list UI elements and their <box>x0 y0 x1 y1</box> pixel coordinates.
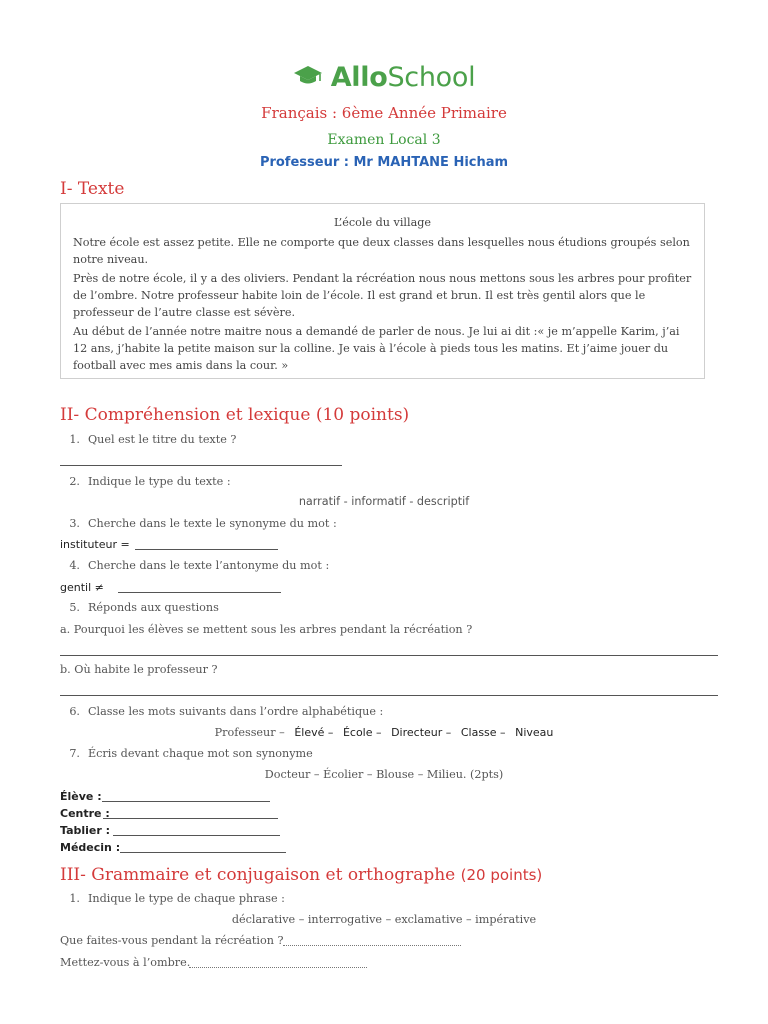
question-text: Cherche dans le texte le synonyme du mot : <box>88 517 337 530</box>
reading-text-box <box>60 203 705 379</box>
synonym-row-label: Élève : <box>60 790 102 803</box>
question-number: 2. <box>69 475 80 488</box>
brand-name <box>331 62 476 93</box>
alloschool-logo <box>0 62 768 93</box>
synonym-answer-line[interactable] <box>135 549 278 550</box>
question-1 <box>62 433 236 446</box>
question-text: Quel est le titre du texte ? <box>88 433 237 446</box>
word-item: Professeur – <box>214 726 285 739</box>
sentence-2: Mettez-vous à l’ombre. <box>60 956 191 969</box>
antonym-answer-line[interactable] <box>118 592 281 593</box>
exam-title: Examen Local 3 <box>327 132 441 148</box>
question-number: 1. <box>69 433 80 446</box>
question-number: 1. <box>69 892 80 905</box>
question-text: Écris devant chaque mot son synonyme <box>88 747 313 760</box>
question-6 <box>62 705 383 718</box>
answer-line[interactable] <box>60 465 342 466</box>
question-number: 3. <box>69 517 80 530</box>
word-item: Niveau <box>515 726 554 739</box>
sentence-2-answer-line[interactable] <box>189 967 367 968</box>
question-5 <box>62 601 219 614</box>
synonym-row-line[interactable] <box>120 852 286 853</box>
section-1-title: I- Texte <box>60 179 125 199</box>
question-number: 5. <box>69 601 80 614</box>
teacher-line: Professeur : Mr MAHTANE Hicham <box>259 155 509 170</box>
sentence-type-options: déclarative – interrogative – exclamative – impérative <box>231 913 537 926</box>
question-5b: b. Où habite le professeur ? <box>60 663 218 676</box>
question-4 <box>62 559 329 572</box>
synonym-row-line[interactable] <box>102 801 270 802</box>
synonym-label: instituteur = <box>60 538 130 551</box>
words-to-sort <box>0 726 768 739</box>
word-item: Élevé – <box>294 726 334 739</box>
synonym-row-label: Médecin : <box>60 841 121 854</box>
answer-line-5b[interactable] <box>60 695 718 696</box>
question-number: 7. <box>69 747 80 760</box>
text-type-options: narratif - informatif - descriptif <box>298 495 470 508</box>
question-7 <box>62 747 313 760</box>
synonym-row-label: Centre : <box>60 807 110 820</box>
question-2 <box>62 475 231 488</box>
synonym-row-line[interactable] <box>113 835 280 836</box>
synonym-row-label: Tablier : <box>60 824 111 837</box>
synonym-options: Docteur – Écolier – Blouse – Milieu. (2pts) <box>264 768 504 781</box>
question-text: Indique le type de chaque phrase : <box>88 892 285 905</box>
reading-paragraph: Notre école est assez petite. Elle ne comporte que deux classes dans lesquelles nous étudions groupés selon notre niveau. <box>73 236 690 266</box>
reading-paragraph: Près de notre école, il y a des oliviers. Pendant la récréation nous nous mettons sous les arbres pour profiter de l’ombre. Notre professeur habite loin de l’école. Il est grand et brun. Il est très gentil alors que le professeur de l’autre classe est sévère. <box>73 272 692 319</box>
word-item: Directeur – <box>391 726 452 739</box>
sentence-1: Que faites-vous pendant la récréation ? <box>60 934 284 947</box>
question-5a: a. Pourquoi les élèves se mettent sous les arbres pendant la récréation ? <box>60 623 473 636</box>
subject-title: Français : 6ème Année Primaire <box>261 104 507 122</box>
sentence-1-answer-line[interactable] <box>283 945 461 946</box>
section-2-title: II- Compréhension et lexique (10 points) <box>60 405 410 425</box>
word-item: École – <box>342 726 382 739</box>
brand-name-rest: School <box>387 62 476 93</box>
antonym-label: gentil ≠ <box>60 581 104 594</box>
question-text: Cherche dans le texte l’antonyme du mot : <box>88 559 330 572</box>
question-3 <box>62 517 337 530</box>
section-3-title-text: III- Grammaire et conjugaison et orthographe <box>60 865 456 885</box>
question-number: 4. <box>69 559 80 572</box>
reading-text-title: L’école du village <box>333 216 432 229</box>
question-text: Indique le type du texte : <box>88 475 231 488</box>
question-number: 6. <box>69 705 80 718</box>
synonym-row-line[interactable] <box>103 818 278 819</box>
answer-line-5a[interactable] <box>60 655 718 656</box>
section-3-points: (20 points) <box>460 866 543 884</box>
reading-paragraph: Au début de l’année notre maitre nous a demandé de parler de nous. Je lui ai dit :« je m’appelle Karim, j’ai 12 ans, j’habite la petite maison sur la colline. Je vais à l’école à pieds tous les matins. Et j’aime jouer du football avec mes amis dans la cour. » <box>73 325 680 372</box>
section-3-title <box>60 865 542 885</box>
brand-name-bold: Allo <box>330 62 388 93</box>
question-text: Classe les mots suivants dans l’ordre alphabétique : <box>88 705 384 718</box>
grammar-question-1 <box>62 892 285 905</box>
question-text: Réponds aux questions <box>88 601 219 614</box>
graduation-cap-icon <box>293 65 323 91</box>
word-item: Classe – <box>460 726 506 739</box>
